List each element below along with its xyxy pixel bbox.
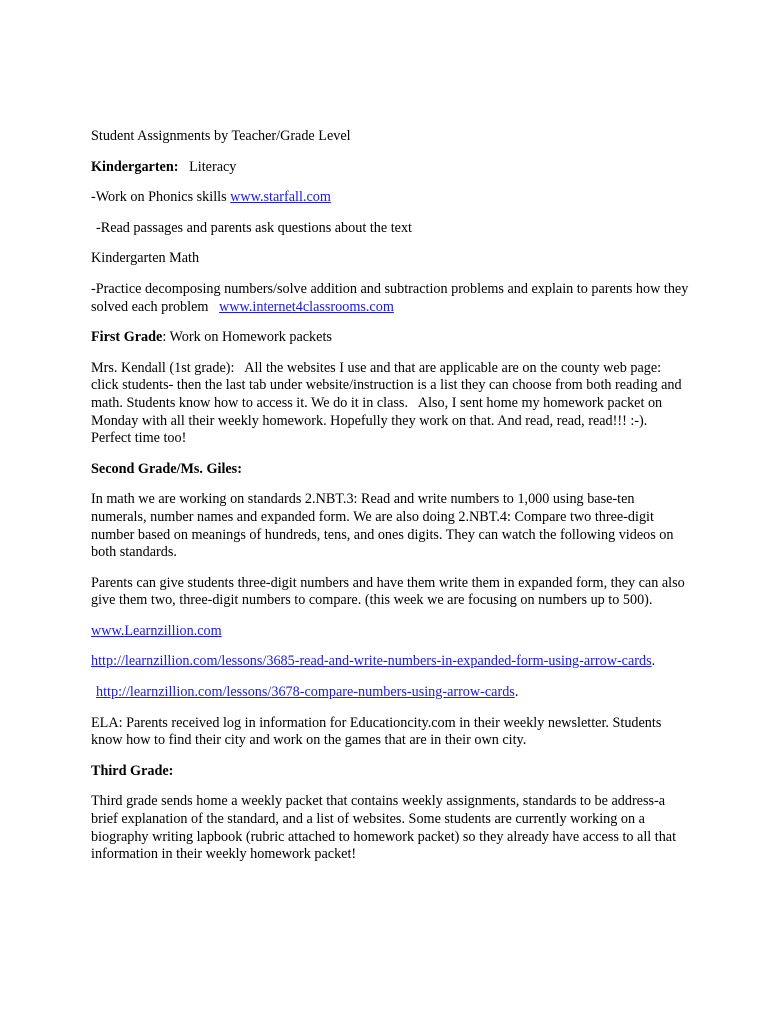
second-grade-math-paragraph xyxy=(91,491,691,561)
kindergarten-math-heading xyxy=(91,250,691,268)
third-grade-heading: Third Grade: xyxy=(91,762,174,779)
second-grade-parents-paragraph xyxy=(91,575,691,610)
kindergarten-subject: Literacy xyxy=(189,158,237,175)
kindergarten-phonics xyxy=(91,189,691,207)
first-grade-kendall-paragraph xyxy=(91,360,691,448)
first-grade-heading-line xyxy=(91,329,691,347)
kindergarten-heading: Kindergarten: xyxy=(91,158,179,175)
second-grade-heading-line xyxy=(91,461,691,479)
third-grade-text: Third grade sends home a weekly packet that contains weekly assignments, standards to be address-a brief explanation of the standard, and a list of websites. Some students are currently working on a biography writing lapbook (rubric attached to homework packet) so they already have access to all that information in their weekly homework packet! xyxy=(91,793,677,863)
second-grade-ela-paragraph xyxy=(91,715,691,750)
kindergarten-read-passages-text: -Read passages and parents ask questions about the text xyxy=(96,219,412,236)
kindergarten-read-passages xyxy=(91,220,691,238)
second-grade-parents-text: Parents can give students three-digit numbers and have them write them in expanded form, they can also give them two, three-digit numbers to compare. (this week we are focusing on numbers up to 500). xyxy=(91,574,685,609)
kindergarten-heading-line xyxy=(91,159,691,177)
second-grade-heading: Second Grade/Ms. Giles: xyxy=(91,460,242,477)
internet4classrooms-link[interactable]: www.internet4classrooms.com xyxy=(219,298,394,315)
first-grade-heading-rest: : Work on Homework packets xyxy=(162,329,332,346)
learnzillion-link-line xyxy=(91,623,691,641)
expanded-form-lesson-link[interactable]: http://learnzillion.com/lessons/3685-read-and-write-numbers-in-expanded-form-using-arrow-cards xyxy=(91,653,652,670)
second-grade-math-text: In math we are working on standards 2.NBT.3: Read and write numbers to 1,000 using base-ten numerals, number names and expanded form. We are also doing 2.NBT.4: Compare two three-digit number based on meanings of hundreds, tens, and ones digits. They can watch the following videos on both standards. xyxy=(91,491,674,561)
starfall-link[interactable]: www.starfall.com xyxy=(230,189,331,206)
compare-numbers-lesson-link[interactable]: http://learnzillion.com/lessons/3678-compare-numbers-using-arrow-cards xyxy=(96,684,515,701)
kindergarten-math-paragraph xyxy=(91,281,691,316)
kindergarten-math-heading-text: Kindergarten Math xyxy=(91,250,200,267)
third-grade-paragraph xyxy=(91,793,691,863)
compare-numbers-link-suffix: . xyxy=(514,684,519,701)
second-grade-ela-text: ELA: Parents received log in information for Educationcity.com in their weekly newsletter. Students know how to find their city and work on the games that are in their own city. xyxy=(91,714,662,749)
expanded-form-link-suffix: . xyxy=(651,653,656,670)
expanded-form-link-line xyxy=(91,653,691,671)
kindergarten-math-text: -Practice decomposing numbers/solve addition and subtraction problems and explain to parents how they solved each problem xyxy=(91,280,692,315)
third-grade-heading-line xyxy=(91,763,691,781)
compare-numbers-link-line xyxy=(91,684,691,702)
document-title-text: Student Assignments by Teacher/Grade Level xyxy=(91,128,351,144)
learnzillion-link[interactable]: www.Learnzillion.com xyxy=(91,622,222,639)
kindergarten-phonics-text: -Work on Phonics skills xyxy=(91,189,231,206)
first-grade-heading: First Grade xyxy=(91,329,163,346)
document-body xyxy=(91,128,691,877)
first-grade-kendall-text: Mrs. Kendall (1st grade): All the websites I use and that are applicable are on the county web page: click students- then the last tab under website/instruction is a list they can choose from both reading and math. Students know how to access it. We do it in class. Also, I sent home my homework packet on Monday with all their weekly homework. Hopefully they work on that. And read, read, read!!! :-). Perfect time too! xyxy=(91,359,686,447)
document-title xyxy=(91,128,691,146)
